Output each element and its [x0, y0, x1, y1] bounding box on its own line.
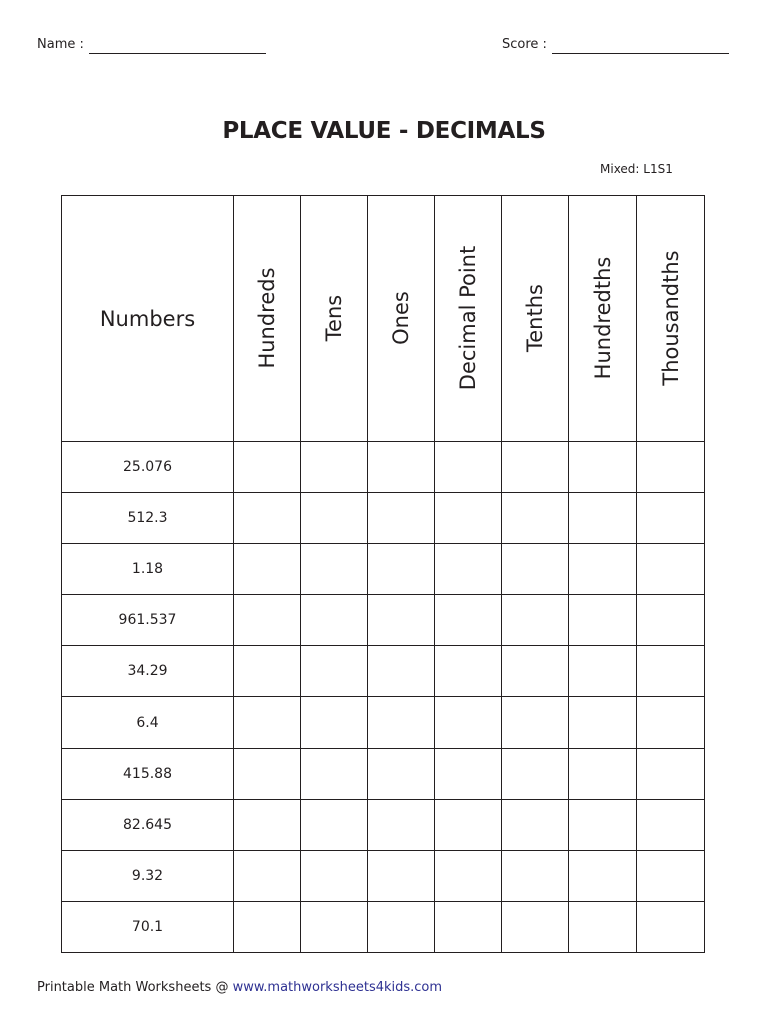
- table-row: [62, 748, 705, 799]
- level-label: Mixed: L1S1: [600, 162, 673, 176]
- answer-cell-ones[interactable]: [368, 799, 435, 850]
- table-row: [62, 901, 705, 952]
- number-cell: 34.29: [62, 646, 234, 697]
- answer-cell-thousandths[interactable]: [637, 493, 705, 544]
- answer-cell-ones[interactable]: [368, 901, 435, 952]
- footer: [37, 980, 442, 995]
- answer-cell-hundreds[interactable]: [234, 595, 301, 646]
- answer-cell-ones[interactable]: [368, 595, 435, 646]
- number-cell: 415.88: [62, 748, 234, 799]
- table-row: [62, 544, 705, 595]
- answer-cell-ones[interactable]: [368, 442, 435, 493]
- answer-cell-hundreds[interactable]: [234, 799, 301, 850]
- column-header-hundreds: [234, 196, 301, 442]
- answer-cell-hundredths[interactable]: [569, 799, 637, 850]
- answer-cell-tenths[interactable]: [502, 850, 569, 901]
- answer-cell-hundredths[interactable]: [569, 748, 637, 799]
- column-header-label: Ones: [389, 291, 413, 345]
- answer-cell-thousandths[interactable]: [637, 901, 705, 952]
- answer-cell-decimal-point[interactable]: [435, 442, 502, 493]
- answer-cell-tenths[interactable]: [502, 544, 569, 595]
- answer-cell-thousandths[interactable]: [637, 748, 705, 799]
- answer-cell-decimal-point[interactable]: [435, 850, 502, 901]
- table-row: [62, 697, 705, 748]
- answer-cell-tenths[interactable]: [502, 595, 569, 646]
- table-row: [62, 442, 705, 493]
- answer-cell-hundreds[interactable]: [234, 850, 301, 901]
- answer-cell-tens[interactable]: [301, 442, 368, 493]
- answer-cell-ones[interactable]: [368, 697, 435, 748]
- number-cell: 9.32: [62, 850, 234, 901]
- table-row: [62, 799, 705, 850]
- answer-cell-hundreds[interactable]: [234, 493, 301, 544]
- column-header-numbers: Numbers: [62, 196, 234, 442]
- column-header-label: Tens: [322, 294, 346, 342]
- score-label: Score :: [502, 37, 547, 52]
- column-header-tenths: [502, 196, 569, 442]
- column-header-hundredths: [569, 196, 637, 442]
- number-cell: 1.18: [62, 544, 234, 595]
- number-cell: 70.1: [62, 901, 234, 952]
- answer-cell-hundredths[interactable]: [569, 493, 637, 544]
- answer-cell-decimal-point[interactable]: [435, 595, 502, 646]
- table-row: [62, 493, 705, 544]
- answer-cell-hundredths[interactable]: [569, 697, 637, 748]
- number-cell: 6.4: [62, 697, 234, 748]
- table-body: [62, 442, 705, 953]
- column-header-label: Thousandths: [658, 250, 683, 386]
- answer-cell-tens[interactable]: [301, 646, 368, 697]
- column-header-label: Decimal Point: [456, 245, 480, 391]
- answer-cell-decimal-point[interactable]: [435, 697, 502, 748]
- answer-cell-thousandths[interactable]: [637, 442, 705, 493]
- answer-cell-tens[interactable]: [301, 697, 368, 748]
- answer-cell-thousandths[interactable]: [637, 646, 705, 697]
- place-value-table: [61, 195, 705, 953]
- column-header-label: Tenths: [523, 284, 547, 352]
- answer-cell-hundredths[interactable]: [569, 595, 637, 646]
- table-row: [62, 850, 705, 901]
- column-header-thousandths: [637, 196, 705, 442]
- answer-cell-hundredths[interactable]: [569, 646, 637, 697]
- answer-cell-hundredths[interactable]: [569, 442, 637, 493]
- answer-cell-tenths[interactable]: [502, 442, 569, 493]
- answer-cell-hundredths[interactable]: [569, 850, 637, 901]
- table-header-row: [62, 196, 705, 442]
- answer-cell-tens[interactable]: [301, 901, 368, 952]
- answer-cell-ones[interactable]: [368, 646, 435, 697]
- answer-cell-hundreds[interactable]: [234, 748, 301, 799]
- answer-cell-ones[interactable]: [368, 493, 435, 544]
- answer-cell-hundreds[interactable]: [234, 901, 301, 952]
- answer-cell-tens[interactable]: [301, 595, 368, 646]
- answer-cell-tens[interactable]: [301, 493, 368, 544]
- answer-cell-tenths[interactable]: [502, 646, 569, 697]
- answer-cell-tens[interactable]: [301, 748, 368, 799]
- answer-cell-hundredths[interactable]: [569, 901, 637, 952]
- number-cell: 82.645: [62, 799, 234, 850]
- answer-cell-thousandths[interactable]: [637, 799, 705, 850]
- answer-cell-tenths[interactable]: [502, 748, 569, 799]
- answer-cell-decimal-point[interactable]: [435, 646, 502, 697]
- column-header-label: Hundreds: [255, 267, 279, 369]
- answer-cell-tens[interactable]: [301, 799, 368, 850]
- answer-cell-decimal-point[interactable]: [435, 493, 502, 544]
- answer-cell-tenths[interactable]: [502, 901, 569, 952]
- answer-cell-thousandths[interactable]: [637, 544, 705, 595]
- footer-text: Printable Math Worksheets @: [37, 980, 233, 995]
- number-cell: 961.537: [62, 595, 234, 646]
- answer-cell-decimal-point[interactable]: [435, 544, 502, 595]
- answer-cell-decimal-point[interactable]: [435, 799, 502, 850]
- number-cell: 25.076: [62, 442, 234, 493]
- answer-cell-hundreds[interactable]: [234, 442, 301, 493]
- answer-cell-ones[interactable]: [368, 748, 435, 799]
- answer-cell-hundreds[interactable]: [234, 697, 301, 748]
- answer-cell-tens[interactable]: [301, 850, 368, 901]
- number-cell: 512.3: [62, 493, 234, 544]
- answer-cell-tenths[interactable]: [502, 493, 569, 544]
- answer-cell-tenths[interactable]: [502, 697, 569, 748]
- answer-cell-thousandths[interactable]: [637, 697, 705, 748]
- column-header-tens: [301, 196, 368, 442]
- answer-cell-hundredths[interactable]: [569, 544, 637, 595]
- answer-cell-hundreds[interactable]: [234, 646, 301, 697]
- answer-cell-tens[interactable]: [301, 544, 368, 595]
- answer-cell-hundreds[interactable]: [234, 544, 301, 595]
- table-row: [62, 595, 705, 646]
- score-field[interactable]: [552, 53, 729, 54]
- answer-cell-thousandths[interactable]: [637, 850, 705, 901]
- name-label: Name :: [37, 37, 84, 52]
- answer-cell-decimal-point[interactable]: [435, 748, 502, 799]
- answer-cell-thousandths[interactable]: [637, 595, 705, 646]
- answer-cell-decimal-point[interactable]: [435, 901, 502, 952]
- column-header-label: Hundredths: [590, 256, 615, 380]
- column-header-ones: [368, 196, 435, 442]
- column-header-decimal-point: [435, 196, 502, 442]
- footer-link[interactable]: www.mathworksheets4kids.com: [232, 980, 443, 995]
- page-title: PLACE VALUE - DECIMALS: [222, 118, 546, 144]
- answer-cell-ones[interactable]: [368, 850, 435, 901]
- answer-cell-ones[interactable]: [368, 544, 435, 595]
- name-field[interactable]: [89, 53, 266, 54]
- table-row: [62, 646, 705, 697]
- answer-cell-tenths[interactable]: [502, 799, 569, 850]
